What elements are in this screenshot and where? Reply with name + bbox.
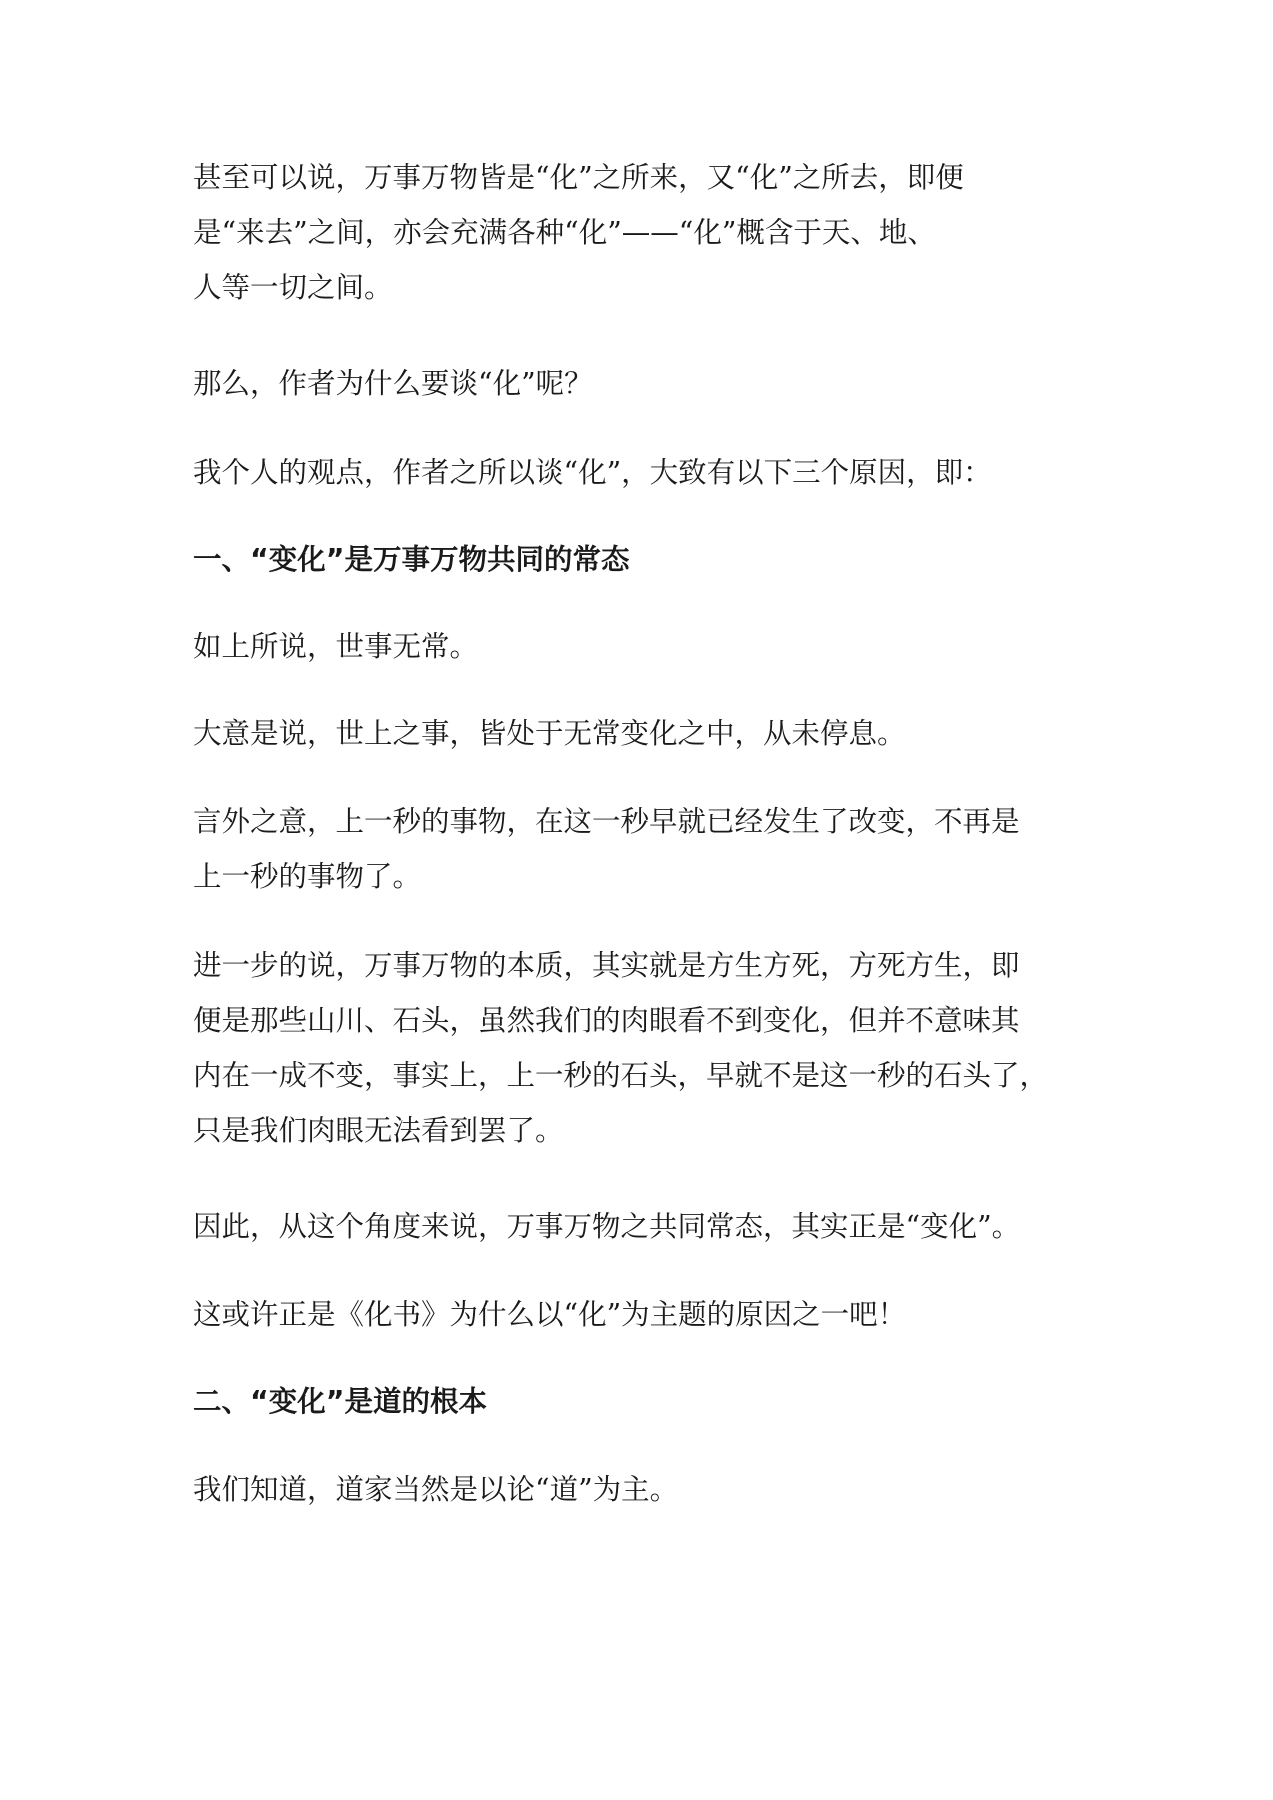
text-line: 上一秒的事物了。 [193, 860, 422, 893]
paragraph [193, 1287, 906, 1342]
section-heading [193, 532, 629, 587]
text-line: 只是我们肉眼无法看到罢了。 [193, 1114, 564, 1147]
text-line: 如上所说，世事无常。 [193, 630, 479, 663]
text-line: 进一步的说，万事万物的本质，其实就是方生方死，方死方生，即 [193, 949, 1020, 982]
text-line: 因此，从这个角度来说，万事万物之共同常态，其实正是“变化”。 [193, 1210, 1021, 1243]
paragraph [193, 938, 1048, 1158]
text-line: 内在一成不变，事实上，上一秒的石头，早就不是这一秒的石头了， [193, 1059, 1049, 1092]
heading-text: 二、“变化”是道的根本 [193, 1385, 487, 1418]
paragraph [193, 150, 964, 315]
text-line: 是“来去”之间，亦会充满各种“化”——“化”概含于天、地、 [193, 216, 936, 249]
heading-text: 一、“变化”是万事万物共同的常态 [193, 543, 630, 576]
text-line: 便是那些山川、石头，虽然我们的肉眼看不到变化，但并不意味其 [193, 1004, 1020, 1037]
paragraph [193, 1199, 1020, 1254]
paragraph [193, 356, 593, 411]
paragraph [193, 706, 906, 761]
text-line: 我们知道，道家当然是以论“道”为主。 [193, 1473, 679, 1506]
text-line: 大意是说，世上之事，皆处于无常变化之中，从未停息。 [193, 717, 906, 750]
paragraph [193, 1462, 678, 1517]
paragraph [193, 445, 992, 500]
text-line: 人等一切之间。 [193, 271, 393, 304]
text-line: 甚至可以说，万事万物皆是“化”之所来，又“化”之所去，即便 [193, 161, 964, 194]
text-line: 言外之意，上一秒的事物，在这一秒早就已经发生了改变，不再是 [193, 805, 1020, 838]
paragraph [193, 619, 478, 674]
text-line: 那么，作者为什么要谈“化”呢？ [193, 367, 593, 400]
section-heading [193, 1374, 487, 1429]
paragraph [193, 794, 1020, 904]
text-line: 我个人的观点，作者之所以谈“化”，大致有以下三个原因，即： [193, 456, 992, 489]
text-line: 这或许正是《化书》为什么以“化”为主题的原因之一吧！ [193, 1298, 907, 1331]
